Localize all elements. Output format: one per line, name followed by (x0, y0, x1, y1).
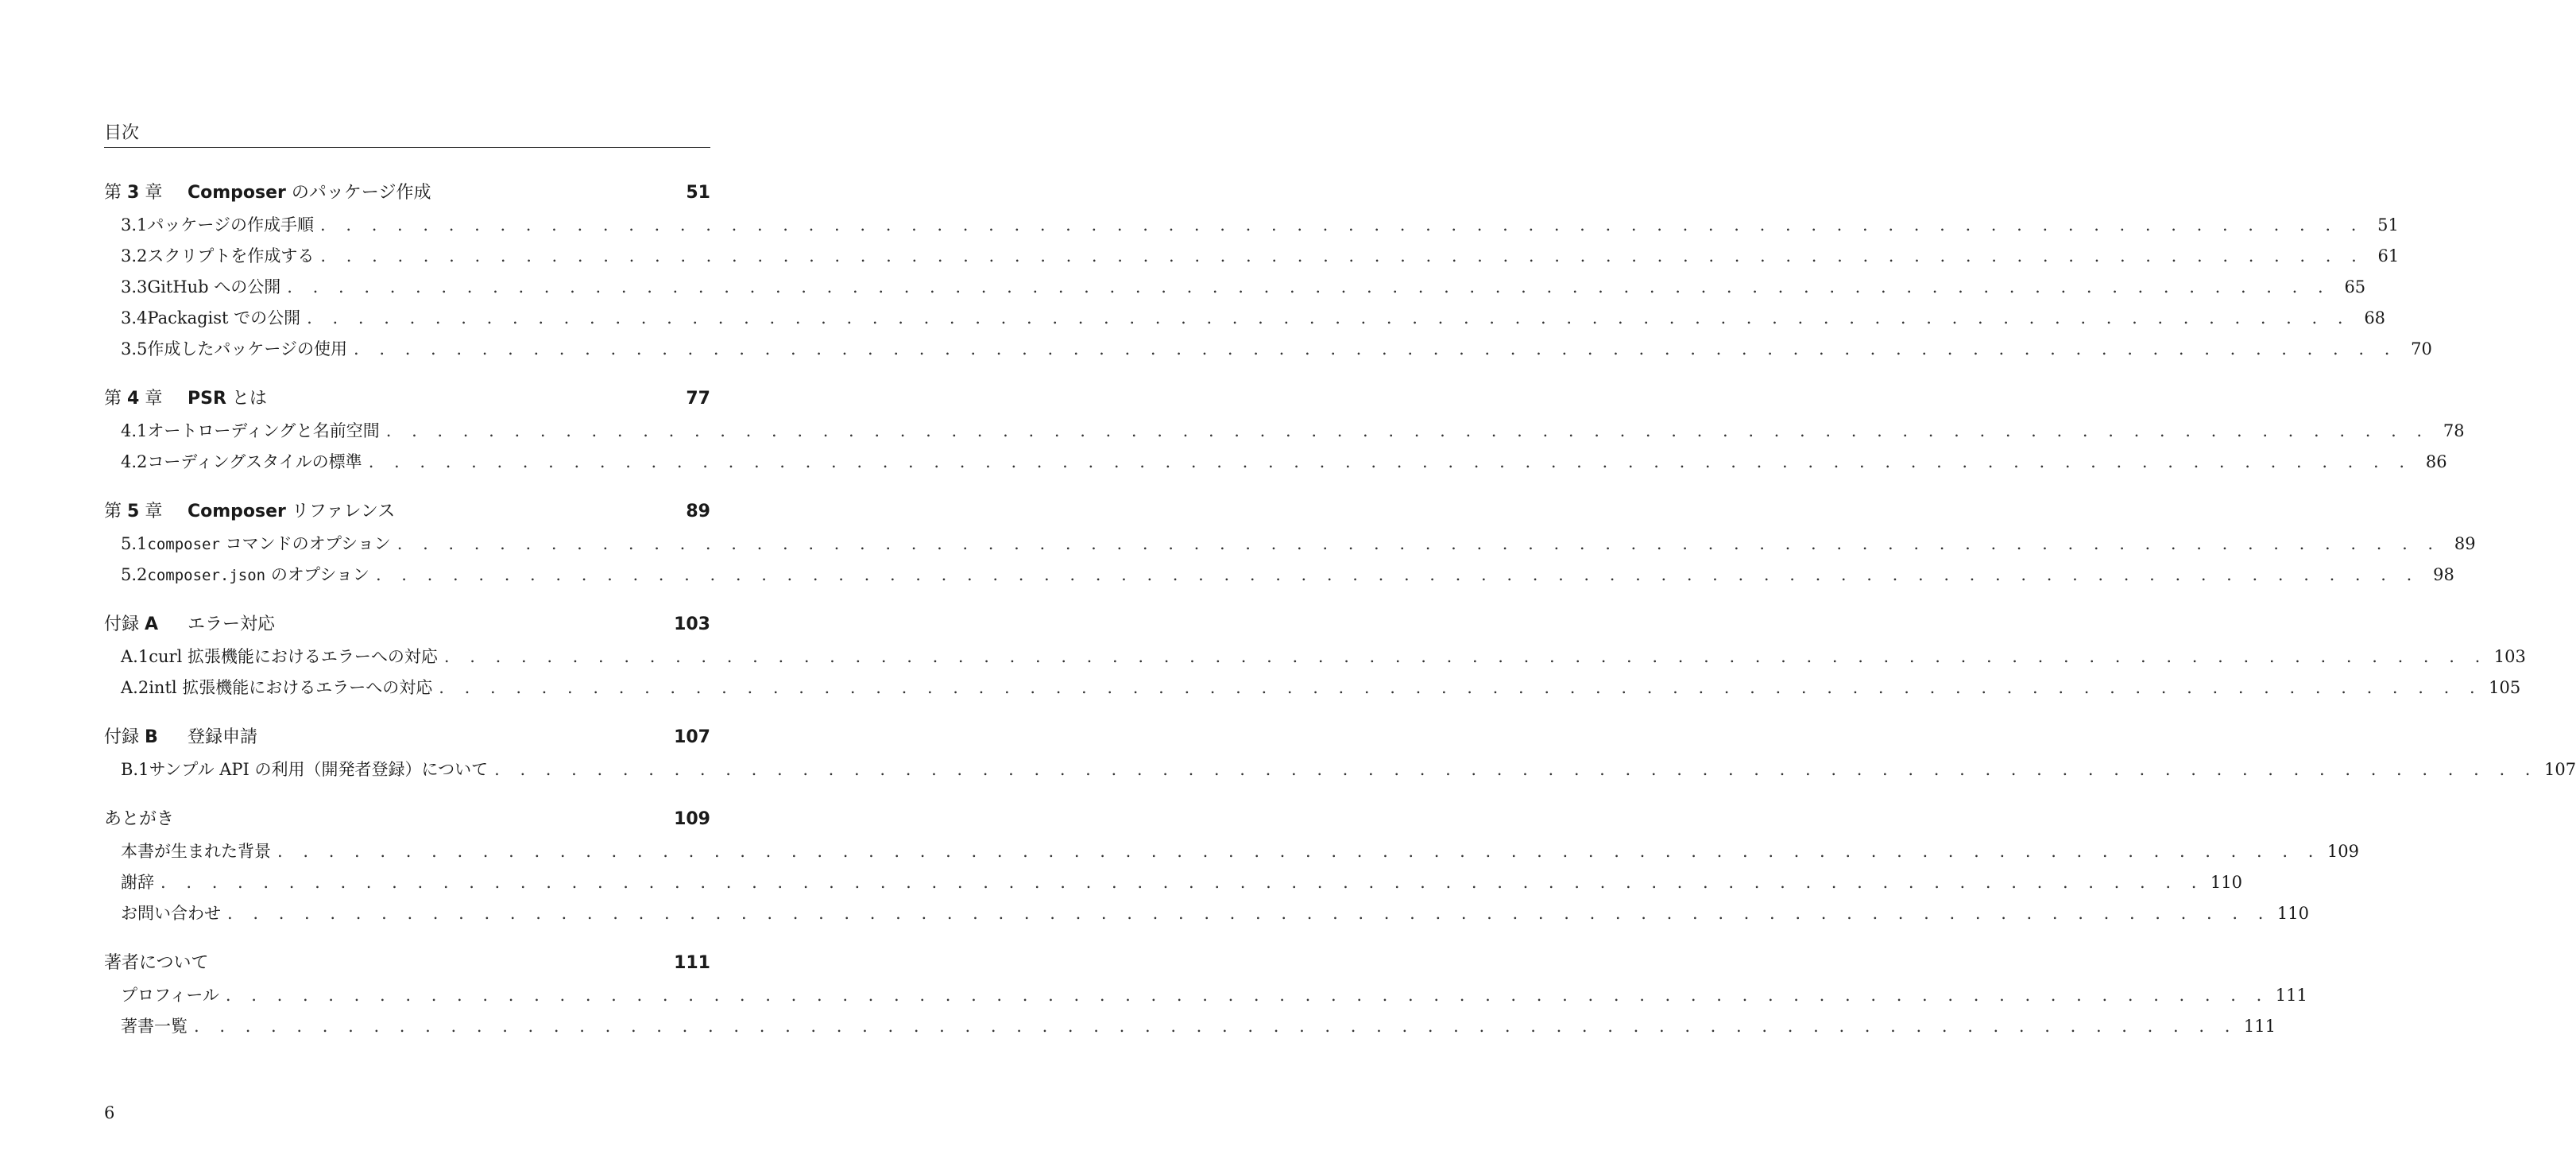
chapter-number-value: A (145, 614, 159, 634)
dot-leader: . . . . . . . . . . . . . . . . . . . . . . . . . . . . . . . . . . . . . . . . . . . . . . . . . . . . . . . . . . . . . . . . . . . . . . . . . . . . . . . . (375, 565, 2419, 584)
section-page-number: 110 (2210, 873, 2242, 892)
section-title (147, 334, 347, 365)
chapter-title (104, 803, 674, 836)
section-page-number: 98 (2433, 565, 2454, 584)
section-title-text: GitHub への公開 (147, 277, 281, 297)
chapter-heading-row (104, 176, 710, 210)
toc-chapter (104, 382, 2465, 478)
section-row (104, 1011, 2276, 1042)
section-row (104, 980, 2307, 1011)
section-page-number: 70 (2411, 339, 2432, 359)
section-title (121, 867, 154, 898)
section-row (104, 241, 2400, 272)
section-title (149, 754, 488, 785)
section-row (104, 334, 2432, 365)
chapter-number-value: 4 (127, 389, 140, 409)
chapter-heading-row (104, 947, 710, 980)
section-title (147, 241, 314, 272)
chapter-number (104, 721, 188, 754)
chapter-number-prefix: 第 (104, 183, 122, 203)
chapter-number-prefix: 付録 (104, 727, 140, 747)
chapter-title-text: エラー対応 (188, 614, 276, 634)
section-title-code: composer (147, 536, 220, 553)
section-title (149, 641, 438, 672)
chapter-page-number: 109 (674, 809, 710, 829)
dot-leader: . . . . . . . . . . . . . . . . . . . . . . . . . . . . . . . . . . . . . . . . . . . . . . . . . . . . . . . . . . . . . . . . . . . . . . . . . . . . . . . . (396, 534, 2441, 553)
section-page-number: 109 (2327, 842, 2359, 861)
section-title-text: 作成したパッケージの使用 (147, 339, 347, 359)
section-page-number: 110 (2276, 904, 2309, 923)
chapter-title (188, 382, 686, 416)
section-row (104, 447, 2447, 478)
dot-leader: . . . . . . . . . . . . . . . . . . . . . . . . . . . . . . . . . . . . . . . . . . . . . . . . . . . . . . . . . . . . . . . . . . . . . . . . . . . . . . . . (385, 421, 2430, 440)
section-row (104, 560, 2454, 591)
section-number: 4.2 (121, 452, 148, 471)
chapter-title (188, 721, 674, 754)
section-row (104, 672, 2521, 703)
section-title-text: Packagist での公開 (147, 308, 301, 328)
chapter-number-prefix: 付録 (104, 614, 140, 634)
section-title-text: スクリプトを作成する (147, 246, 315, 265)
section-title (149, 672, 432, 703)
chapter-number-value: B (145, 727, 158, 747)
section-number: B.1 (121, 760, 149, 779)
section-title (147, 447, 362, 478)
section-page-number: 68 (2364, 308, 2386, 328)
section-page-number: 103 (2493, 647, 2526, 666)
chapter-number-value: 3 (127, 183, 140, 203)
toc-chapter (104, 495, 2476, 591)
dot-leader: . . . . . . . . . . . . . . . . . . . . . . . . . . . . . . . . . . . . . . . . . . . . . . . . . . . . . . . . . . . . . . . . . . . . . . . . . . . . . . . . (307, 308, 2351, 328)
dot-leader: . . . . . . . . . . . . . . . . . . . . . . . . . . . . . . . . . . . . . . . . . . . . . . . . . . . . . . . . . . . . . . . . . . . . . . . . . . . . . . . . (439, 678, 2483, 697)
chapter-number-suffix: 章 (145, 183, 163, 203)
section-row (104, 754, 2576, 785)
section-title-text: コーディングスタイルの標準 (147, 452, 362, 471)
chapter-title-text: あとがき (104, 809, 175, 829)
chapter-title-text: のパッケージ作成 (291, 183, 431, 203)
chapter-title (188, 608, 674, 641)
chapter-number-prefix: 第 (104, 502, 122, 521)
section-title-text: curl 拡張機能におけるエラーへの対応 (149, 647, 438, 666)
section-row (104, 867, 2242, 898)
chapter-number-suffix: 章 (145, 389, 163, 409)
toc-chapter (104, 176, 2432, 365)
dot-leader: . . . . . . . . . . . . . . . . . . . . . . . . . . . . . . . . . . . . . . . . . . . . . . . . . . . . . . . . . . . . . . . . . . . . . . . . . . . . . . . . (354, 339, 2397, 359)
section-page-number: 86 (2425, 452, 2447, 471)
chapter-heading-row (104, 608, 710, 641)
toc-chapter (104, 721, 2576, 785)
chapter-page-number: 111 (674, 953, 710, 973)
section-title-text: 謝辞 (121, 873, 154, 892)
chapter-title-bold: Composer (188, 502, 286, 521)
section-title (147, 272, 280, 303)
section-title-text: 本書が生まれた背景 (121, 842, 271, 861)
section-title (121, 1011, 188, 1042)
section-title (147, 416, 379, 447)
section-title-text: お問い合わせ (121, 904, 221, 923)
section-page-number: 111 (2243, 1017, 2276, 1036)
chapter-heading-row (104, 803, 710, 836)
running-head: 目次 (104, 123, 140, 143)
section-number: 3.4 (121, 308, 148, 328)
section-number: A.1 (121, 647, 149, 666)
page-number: 6 (104, 1103, 115, 1122)
toc-chapter (104, 608, 2526, 703)
dot-leader: . . . . . . . . . . . . . . . . . . . . . . . . . . . . . . . . . . . . . . . . . . . . . . . . . . . . . . . . . . . . . . . . . . . . . . . . . . . . . . . . (443, 647, 2488, 666)
dot-leader: . . . . . . . . . . . . . . . . . . . . . . . . . . . . . . . . . . . . . . . . . . . . . . . . . . . . . . . . . . . . . . . . . . . . . . . . . . . . . . . . (225, 986, 2269, 1005)
chapter-title-text: リファレンス (291, 502, 396, 521)
section-title-text: サンプル API の利用（開発者登録）について (149, 760, 489, 779)
chapter-page-number: 77 (686, 389, 710, 409)
section-row (104, 836, 2359, 867)
section-page-number: 107 (2543, 760, 2576, 779)
section-page-number: 111 (2275, 986, 2307, 1005)
section-title-code: composer.json (147, 567, 266, 584)
section-number: A.2 (121, 678, 149, 697)
chapter-number-prefix: 第 (104, 389, 122, 409)
dot-leader: . . . . . . . . . . . . . . . . . . . . . . . . . . . . . . . . . . . . . . . . . . . . . . . . . . . . . . . . . . . . . . . . . . . . . . . . . . . . . . . . (320, 246, 2365, 265)
section-number: 3.3 (121, 277, 148, 297)
section-page-number: 89 (2454, 534, 2476, 553)
dot-leader: . . . . . . . . . . . . . . . . . . . . . . . . . . . . . . . . . . . . . . . . . . . . . . . . . . . . . . . . . . . . . . . . . . . . . . . . . . . . . . . . (227, 904, 2271, 923)
section-page-number: 65 (2344, 277, 2366, 297)
section-number: 5.2 (121, 565, 148, 584)
section-row (104, 272, 2366, 303)
chapter-heading-row (104, 721, 710, 754)
chapter-title-text: 登録申請 (188, 727, 258, 747)
chapter-title-text: とは (231, 389, 267, 409)
dot-leader: . . . . . . . . . . . . . . . . . . . . . . . . . . . . . . . . . . . . . . . . . . . . . . . . . . . . . . . . . . . . . . . . . . . . . . . . . . . . . . . . (287, 277, 2331, 297)
section-row (104, 303, 2386, 334)
chapter-heading-row (104, 495, 710, 529)
section-title-text: intl 拡張機能におけるエラーへの対応 (149, 678, 433, 697)
chapter-number (104, 495, 188, 529)
section-number: 3.1 (121, 215, 148, 234)
chapter-number-value: 5 (127, 502, 140, 521)
dot-leader: . . . . . . . . . . . . . . . . . . . . . . . . . . . . . . . . . . . . . . . . . . . . . . . . . . . . . . . . . . . . . . . . . . . . . . . . . . . . . . . . (320, 215, 2364, 234)
section-page-number: 78 (2443, 421, 2465, 440)
dot-leader: . . . . . . . . . . . . . . . . . . . . . . . . . . . . . . . . . . . . . . . . . . . . . . . . . . . . . . . . . . . . . . . . . . . . . . . . . . . . . . . . (277, 842, 2321, 861)
chapter-number (104, 608, 188, 641)
dot-leader: . . . . . . . . . . . . . . . . . . . . . . . . . . . . . . . . . . . . . . . . . . . . . . . . . . . . . . . . . . . . . . . . . . . . . . . . . . . . . . . . (161, 873, 2204, 892)
chapter-title (188, 495, 686, 529)
section-title (147, 560, 369, 591)
toc-chapter (104, 947, 2307, 1042)
section-title (147, 529, 390, 560)
chapter-page-number: 107 (674, 727, 710, 747)
section-title (121, 980, 219, 1011)
section-row (104, 529, 2476, 560)
section-row (104, 641, 2526, 672)
section-row (104, 210, 2399, 241)
chapter-number-suffix: 章 (145, 502, 163, 521)
chapter-title-bold: Composer (188, 183, 286, 203)
section-title (121, 836, 271, 867)
section-page-number: 61 (2377, 246, 2400, 265)
section-title-text: コマンドのオプション (225, 534, 391, 553)
dot-leader: . . . . . . . . . . . . . . . . . . . . . . . . . . . . . . . . . . . . . . . . . . . . . . . . . . . . . . . . . . . . . . . . . . . . . . . . . . . . . . . . (494, 760, 2538, 779)
section-title (147, 210, 314, 241)
section-number: 4.1 (121, 421, 148, 440)
section-page-number: 105 (2489, 678, 2521, 697)
chapter-heading-row (104, 382, 710, 416)
toc-chapter (104, 803, 2359, 929)
chapter-title-bold: PSR (188, 389, 226, 409)
chapter-title (188, 176, 686, 210)
chapter-page-number: 51 (686, 183, 710, 203)
section-page-number: 51 (2377, 215, 2399, 234)
section-title-text: オートローディングと名前空間 (147, 421, 380, 440)
section-number: 3.2 (121, 246, 148, 265)
section-title-text: プロフィール (121, 986, 219, 1005)
dot-leader: . . . . . . . . . . . . . . . . . . . . . . . . . . . . . . . . . . . . . . . . . . . . . . . . . . . . . . . . . . . . . . . . . . . . . . . . . . . . . . . . (194, 1017, 2238, 1036)
header-rule (104, 147, 710, 148)
chapter-title-text: 著者について (104, 953, 209, 973)
section-row (104, 898, 2309, 929)
section-number: 3.5 (121, 339, 148, 359)
chapter-page-number: 103 (674, 614, 710, 634)
chapter-number (104, 176, 188, 210)
chapter-number (104, 382, 188, 416)
section-title (147, 303, 300, 334)
section-row (104, 416, 2465, 447)
dot-leader: . . . . . . . . . . . . . . . . . . . . . . . . . . . . . . . . . . . . . . . . . . . . . . . . . . . . . . . . . . . . . . . . . . . . . . . . . . . . . . . . (368, 452, 2412, 471)
chapter-page-number: 89 (686, 502, 710, 521)
section-title-text: のオプション (270, 565, 369, 584)
section-title-text: 著書一覧 (121, 1017, 188, 1036)
table-of-contents (104, 176, 2576, 1060)
chapter-title (104, 947, 674, 980)
section-title-text: パッケージの作成手順 (147, 215, 314, 234)
section-title (121, 898, 221, 929)
section-number: 5.1 (121, 534, 148, 553)
